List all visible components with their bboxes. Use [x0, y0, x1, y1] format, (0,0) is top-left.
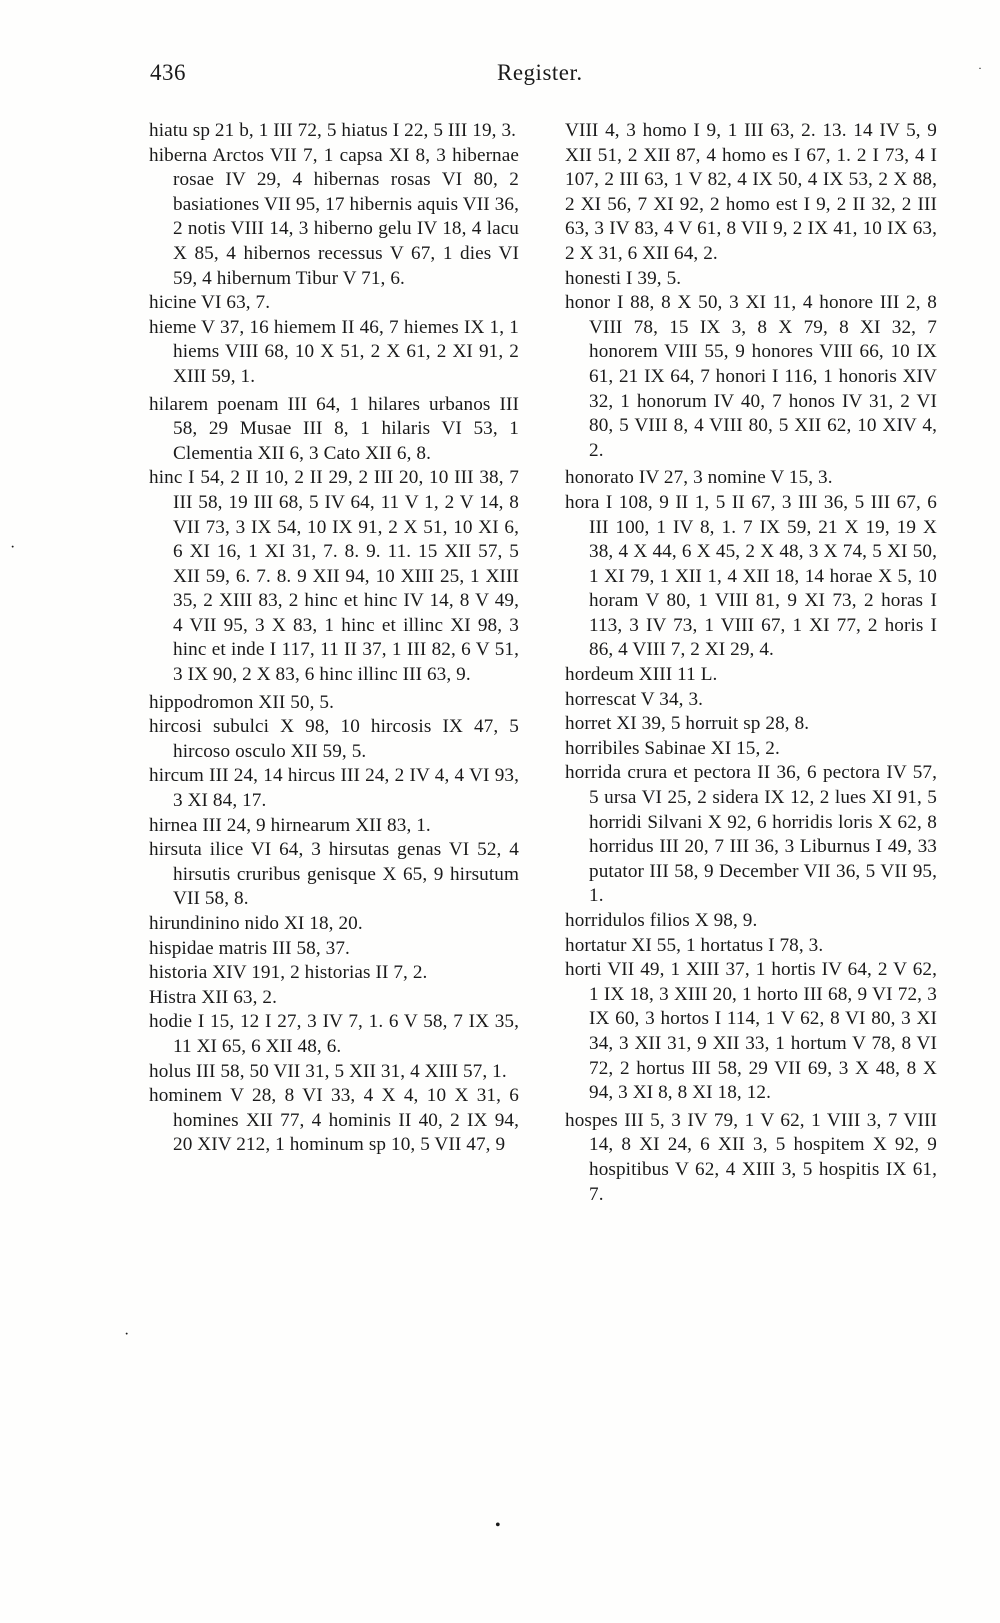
running-head: Register. — [497, 60, 583, 85]
index-entry: hordeum XIII 11 L. — [565, 664, 718, 686]
index-entry: hirsuta ilice VI 64, 3 hirsutas genas VI 52, 4 hirsutis cruribus genisque X 65, 9 hirsutum VII 58, 8. — [149, 839, 519, 910]
margin-speck: · — [10, 539, 16, 556]
index-entry: hirundinino nido XI 18, 20. — [149, 913, 363, 934]
index-entry: hodie I 15, 12 I 27, 3 IV 7, 1. 6 V 58, 7 IX 35, 11 XI 65, 6 XII 48, 6. — [149, 1011, 519, 1057]
index-entry: honor I 88, 8 X 50, 3 XI 11, 4 honore III 2, 8 VIII 78, 15 IX 3, 8 X 79, 8 XI 32, 7 honorem VIII 55, 9 honores VIII 66, 10 IX 61, 21 IX 64, 7 honori I 116, 1 honoris XIV 32, 1 honorum IV 40, 7 honos IV 31, 2 VI 80, 5 VIII 8, 4 VIII 80, 5 XII 62, 10 XIV 4, 2. — [565, 292, 937, 461]
page-number: 436 — [150, 60, 186, 85]
index-entry: hicine VI 63, 7. — [149, 292, 271, 314]
index-entry: hominem V 28, 8 VI 33, 4 X 4, 10 X 31, 6 homines XII 77, 4 hominis II 40, 2 IX 94, 20 XIV 212, 1 hominum sp 10, 5 VII 47, 9 — [149, 1085, 519, 1156]
index-entry: honesti I 39, 5. — [565, 267, 682, 289]
index-entry: hieme V 37, 16 hiemem II 46, 7 hiemes IX 1, 1 hiems VIII 68, 10 X 51, 2 X 61, 2 XI 91, 2 XIII 59, 1. — [149, 316, 519, 387]
index-entry: horridulos filios X 98, 9. — [565, 910, 758, 931]
index-column-right — [565, 119, 937, 1207]
index-entry: horrida crura et pectora II 36, 6 pectora IV 57, 5 ursa VI 25, 2 sidera IX 12, 2 lues XI 91, 5 horridi Silvani X 92, 6 horridis loris X 62, 8 horridus III 20, 7 III 36, 3 Liburnus I 49, 33 putator III 58, 9 December VII 36, 5 VII 95, 1. — [565, 762, 937, 907]
index-entry: Histra XII 63, 2. — [149, 986, 277, 1008]
index-entry: horribiles Sabinae XI 15, 2. — [565, 737, 780, 759]
index-entry: horret XI 39, 5 horruit sp 28, 8. — [565, 713, 810, 735]
index-entry: holus III 58, 50 VII 31, 5 XII 31, 4 XIII 57, 1. — [149, 1060, 507, 1082]
index-entry: hirnea III 24, 9 hirnearum XII 83, 1. — [149, 814, 431, 836]
index-entry: hinc I 54, 2 II 10, 2 II 29, 2 III 20, 10 III 38, 7 III 58, 19 III 68, 5 IV 64, 11 V 1, 2 V 14, 8 VII 73, 3 IX 54, 10 IX 91, 2 X 51, 10 XI 6, 6 XI 16, 1 XI 31, 7. 8. 9. 11. 15 XII 57, 5 XII 59, 6. 7. 8. 9 XII 94, 10 XIII 25, 1 XIII 35, 2 XIII 83, 2 hinc et hinc IV 14, 8 V 49, 4 VII 95, 3 X 83, 1 hinc et illinc XI 98, 3 hinc et inde I 117, 11 II 37, 1 III 82, 6 V 51, 3 IX 90, 2 X 83, 6 hinc illinc III 63, 9. — [149, 467, 519, 686]
index-entry: hilarem poenam III 64, 1 hilares urbanos III 58, 29 Musae III 8, 1 hilaris VI 53, 1 Clementia XII 6, 3 Cato XII 6, 8. — [149, 393, 519, 464]
margin-speck: · — [978, 61, 982, 75]
index-entry: hiberna Arctos VII 7, 1 capsa XI 8, 3 hibernae rosae IV 29, 4 hibernas rosas VI 80, 2 basiationes VII 95, 17 hibernis aquis VII 36, 2 notis VIII 14, 3 hiberno gelu IV 18, 4 lacu X 85, 4 hibernos recessus V 67, 1 dies VI 59, 4 hibernum Tibur V 71, 6. — [149, 144, 519, 289]
index-column-left — [149, 119, 519, 1158]
index-entry: hircum III 24, 14 hircus III 24, 2 IV 4, 4 VI 93, 3 XI 84, 17. — [149, 765, 519, 812]
index-entry: hospes III 5, 3 IV 79, 1 V 62, 1 VIII 3, 7 VIII 14, 8 XI 24, 6 XII 3, 5 hospitem X 92, 9 hospitibus V 62, 4 XIII 3, 5 hospitis IX 61, 7. — [565, 1109, 937, 1205]
index-entry: honorato IV 27, 3 nomine V 15, 3. — [565, 467, 833, 489]
index-entry: hippodromon XII 50, 5. — [149, 691, 334, 713]
index-entry: historia XIV 191, 2 historias II 7, 2. — [149, 962, 428, 984]
index-entry: hircosi subulci X 98, 10 hircosis IX 47, 5 hircoso osculo XII 59, 5. — [149, 716, 519, 762]
index-entry: hispidae matris III 58, 37. — [149, 937, 350, 959]
index-entry: hiatu sp 21 b, 1 III 72, 5 hiatus I 22, 5 III 19, 3. — [149, 120, 517, 141]
index-entry: horrescat V 34, 3. — [565, 688, 704, 710]
index-entry: hortatur XI 55, 1 hortatus I 78, 3. — [565, 934, 824, 956]
index-entry: hora I 108, 9 II 1, 5 II 67, 3 III 36, 5 III 67, 6 III 100, 1 IV 8, 1. 7 IX 59, 21 X 19, 19 X 38, 4 X 44, 6 X 45, 2 X 48, 3 X 74, 5 XI 50, 1 XI 79, 1 XII 1, 4 XII 18, 14 horae X 5, 10 horam V 80, 1 VIII 81, 9 XI 73, 2 horas I 113, 3 IV 73, 1 VIII 67, 1 XI 77, 2 horis I 86, 4 VIII 7, 2 XI 29, 4. — [565, 491, 937, 661]
footer-mark: • — [495, 1517, 501, 1534]
margin-speck: · — [124, 1326, 130, 1343]
index-entry: horti VII 49, 1 XIII 37, 1 hortis IV 64, 2 V 62, 1 IX 18, 3 XIII 20, 1 horto III 68, 9 VI 72, 3 IX 60, 3 hortos I 114, 1 V 62, 8 VI 80, 3 XI 34, 3 XII 31, 9 XII 33, 1 hortum V 78, 8 VI 72, 2 hortus III 58, 29 VII 69, 3 X 48, 8 X 94, 3 XI 8, 8 XI 18, 12. — [565, 959, 937, 1104]
index-entry-continued: VIII 4, 3 homo I 9, 1 III 63, 2. 13. 14 IV 5, 9 XII 51, 2 XII 87, 4 homo es I 67, 1. 2 I 73, 4 I 107, 2 III 63, 1 V 82, 4 IX 50, 4 IX 53, 2 X 88, 2 XI 56, 7 XI 92, 2 homo est I 9, 2 II 32, 2 III 63, 3 IV 83, 4 V 61, 8 VII 9, 2 IX 41, 10 IX 63, 2 X 31, 6 XII 64, 2. — [565, 120, 937, 264]
